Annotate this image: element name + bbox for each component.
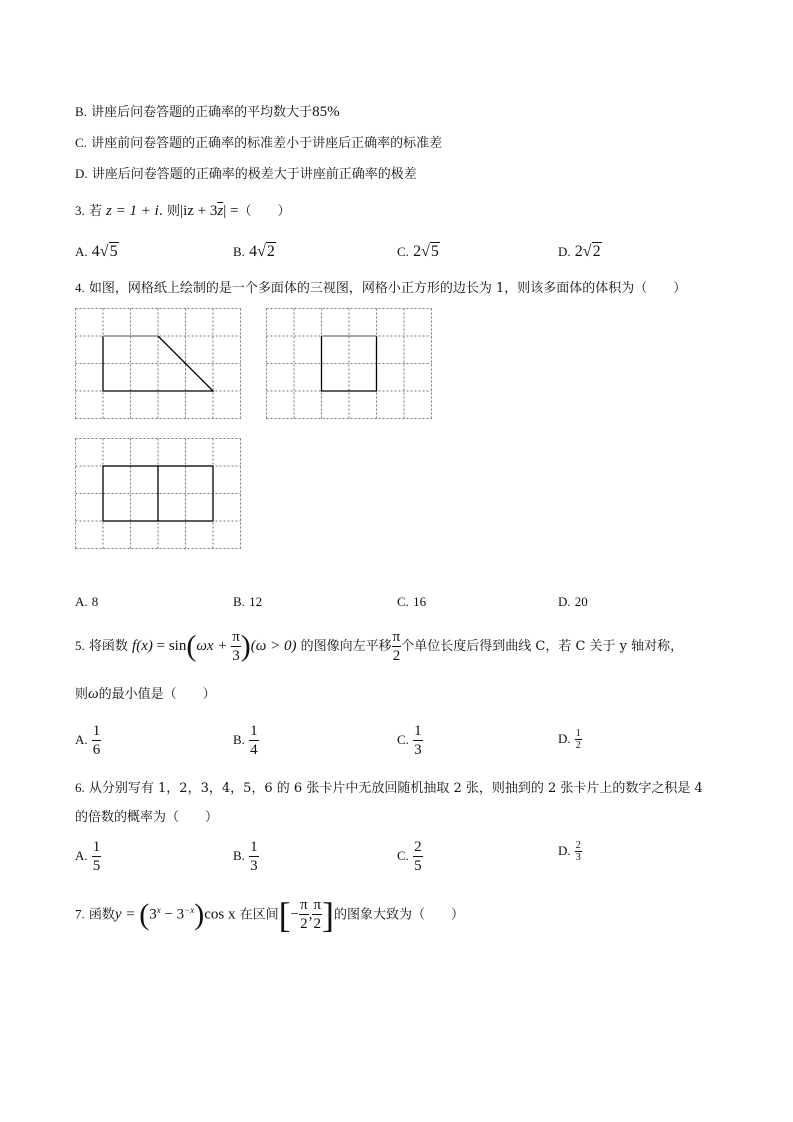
math-lbracket: [ — [278, 894, 291, 935]
q5-option-b — [233, 722, 259, 759]
math-rparen: ) — [240, 629, 251, 663]
denominator: 3 — [575, 852, 581, 863]
q2-option-c — [75, 135, 442, 152]
option-label: A. — [75, 848, 88, 863]
math-frac-pi-2 — [312, 896, 322, 933]
top-view-figure — [75, 438, 242, 550]
option-value — [575, 840, 582, 863]
radicand: 5 — [430, 243, 439, 260]
option-label: D. — [558, 731, 571, 746]
stem-text: 如图，网格纸上绘制的是一个多面体的三视图，网格小正方形的边长为 1，则该多面体的体积为（ ） — [88, 281, 687, 296]
stem-text: 函数 — [88, 907, 115, 923]
math-f: f — [132, 638, 137, 654]
option-label: C. — [397, 732, 409, 747]
q6-option-c — [397, 838, 423, 875]
coef: 4 — [249, 243, 258, 260]
q3-option-b — [233, 244, 276, 261]
q5-option-c — [397, 722, 423, 759]
option-value — [92, 838, 102, 875]
q3-stem — [75, 203, 290, 220]
math-omega-x: ωx + — [196, 638, 232, 654]
answer-blank: （ ） — [238, 204, 291, 219]
question-number: 7. — [75, 906, 85, 922]
option-value: 20 — [574, 594, 588, 609]
option-text: 讲座前问卷答题的正确率的标准差小于讲座后正确率的标准差 — [91, 136, 443, 151]
denominator: 6 — [92, 742, 101, 758]
option-label: A. — [75, 594, 88, 609]
option-text: 讲座后问卷答题的正确率的平均数大于 — [91, 105, 313, 120]
stem-text: 的图像向左平移 — [300, 639, 392, 654]
numerator: 1 — [250, 723, 258, 739]
side-view-figure — [266, 308, 433, 420]
math-neg: − — [290, 906, 300, 923]
question-number: 4. — [75, 280, 85, 295]
math-base: 3 — [149, 906, 157, 923]
option-value — [92, 722, 102, 759]
question-number: 5. — [75, 638, 85, 653]
option-label: D. — [558, 594, 571, 609]
q5-option-d — [558, 728, 582, 751]
q6-stem — [75, 780, 703, 797]
denominator: 3 — [414, 742, 422, 758]
option-value — [249, 722, 259, 759]
option-label: B. — [233, 594, 245, 609]
q3-option-c — [397, 244, 440, 261]
option-label: C. — [397, 594, 409, 609]
q6-stem-line2 — [75, 810, 218, 826]
q4-option-a — [75, 594, 98, 611]
option-label: C. — [75, 135, 87, 150]
math-exponent: −x — [184, 905, 195, 915]
radicand: 5 — [109, 243, 118, 260]
radicand: 2 — [592, 243, 601, 260]
option-value: 16 — [413, 594, 427, 609]
q7-stem — [75, 888, 464, 937]
numerator: π — [313, 897, 322, 914]
stem-text: 的图象大致为（ ） — [334, 907, 465, 923]
option-value: 8 — [91, 594, 99, 609]
front-view-figure — [75, 308, 242, 420]
q2-option-b — [75, 104, 340, 121]
q3-option-a — [75, 244, 119, 261]
denominator: 3 — [232, 648, 240, 664]
q2-option-d — [75, 166, 417, 183]
numerator: 1 — [92, 839, 101, 855]
q4-option-b — [233, 594, 262, 611]
question-number: 3. — [75, 203, 85, 218]
option-label: A. — [75, 732, 88, 747]
math-plus: + 3 — [193, 203, 218, 219]
option-value — [413, 722, 423, 759]
math-y-eq: y = — [114, 906, 140, 923]
option-text: 讲座后问卷答题的正确率的极差大于讲座前正确率的极差 — [91, 167, 417, 182]
stem-text: 从分别写有 1，2，3，4，5，6 的 6 张卡片中无放回随机抽取 2 张，则抽到的 2 张卡片上的数字之积是 4 — [88, 781, 703, 796]
option-label: A. — [75, 244, 88, 259]
numerator: 1 — [575, 728, 581, 739]
numerator: π — [300, 897, 308, 914]
denominator: 5 — [92, 858, 101, 874]
stem-text: 的最小值是（ ） — [98, 687, 216, 702]
option-value — [575, 728, 582, 751]
stem-text: . 则 — [158, 204, 181, 219]
question-number: 6. — [75, 780, 85, 795]
option-label: B. — [75, 104, 87, 119]
math-cos: cos x — [204, 906, 236, 923]
numerator: π — [232, 629, 240, 645]
stem-text: 将函数 — [88, 639, 128, 654]
option-value — [249, 838, 259, 875]
math-frac-pi-3 — [231, 628, 241, 665]
numerator: 1 — [92, 723, 101, 739]
math-rparen: ) — [194, 897, 205, 931]
stem-text: 在区间 — [239, 907, 279, 923]
radicand: 2 — [266, 243, 275, 260]
denominator: 5 — [414, 858, 422, 874]
q4-option-d — [558, 594, 588, 611]
math-rbracket: ] — [322, 894, 335, 935]
option-value: 12 — [249, 594, 263, 609]
q4-option-c — [397, 594, 426, 611]
option-label: C. — [397, 244, 409, 259]
option-value: 2√5 — [413, 243, 439, 260]
numerator: π — [392, 629, 401, 645]
stem-text: 的倍数的概率为（ ） — [75, 810, 219, 825]
option-label: B. — [233, 732, 245, 747]
denominator: 3 — [250, 858, 258, 874]
math-minus-3: − 3 — [160, 906, 185, 923]
math-frac-neg-pi-2 — [299, 896, 309, 933]
numerator: 1 — [250, 839, 258, 855]
option-label: C. — [397, 848, 409, 863]
math-omega: ω — [88, 686, 99, 702]
math-exponent: x — [156, 905, 161, 915]
coef: 2 — [574, 243, 583, 260]
math-condition: (ω > 0) — [250, 638, 297, 654]
math-iz: iz — [183, 203, 194, 219]
q6-option-a — [75, 838, 101, 875]
math-frac-pi-2 — [392, 628, 402, 665]
math-lparen: ( — [186, 629, 197, 663]
math-sin: = sin — [152, 638, 187, 654]
numerator: 1 — [414, 723, 422, 739]
option-value — [413, 838, 423, 875]
q5-option-a — [75, 722, 101, 759]
math-lparen: ( — [139, 897, 150, 931]
option-value: 4√5 — [91, 243, 118, 260]
denominator: 4 — [250, 742, 258, 758]
q6-option-b — [233, 838, 259, 875]
stem-text: 则 — [75, 687, 89, 702]
denominator: 2 — [392, 648, 401, 664]
option-label: B. — [233, 244, 245, 259]
coef: 2 — [413, 243, 422, 260]
option-label: D. — [558, 244, 571, 259]
q5-stem — [75, 626, 683, 667]
option-value: 2√2 — [574, 243, 601, 260]
numerator: 2 — [575, 840, 581, 851]
coef: 4 — [91, 243, 100, 260]
math-z-def: z = 1 + i — [106, 203, 159, 219]
option-label: B. — [233, 848, 245, 863]
denominator: 2 — [313, 916, 321, 933]
math-abs-bar: | — [180, 203, 184, 219]
option-label: D. — [558, 843, 571, 858]
stem-text: 若 — [88, 204, 102, 219]
math-x: (x) — [136, 638, 153, 654]
option-label: D. — [75, 166, 88, 181]
math-abs-bar: | = — [223, 203, 239, 219]
q4-stem — [75, 280, 686, 297]
option-value: 4√2 — [249, 243, 275, 260]
denominator: 2 — [575, 740, 581, 751]
option-value: 85% — [312, 104, 340, 120]
stem-text: 个单位长度后得到曲线 C，若 C 关于 y 轴对称， — [401, 639, 684, 654]
numerator: 2 — [414, 839, 422, 855]
math-comma: , — [308, 906, 313, 923]
math-zbar: $\overline{z}$ — [217, 203, 224, 219]
q3-option-d — [558, 244, 602, 261]
denominator: 2 — [300, 916, 308, 933]
q5-stem-line2 — [75, 686, 216, 703]
q6-option-d — [558, 840, 582, 863]
